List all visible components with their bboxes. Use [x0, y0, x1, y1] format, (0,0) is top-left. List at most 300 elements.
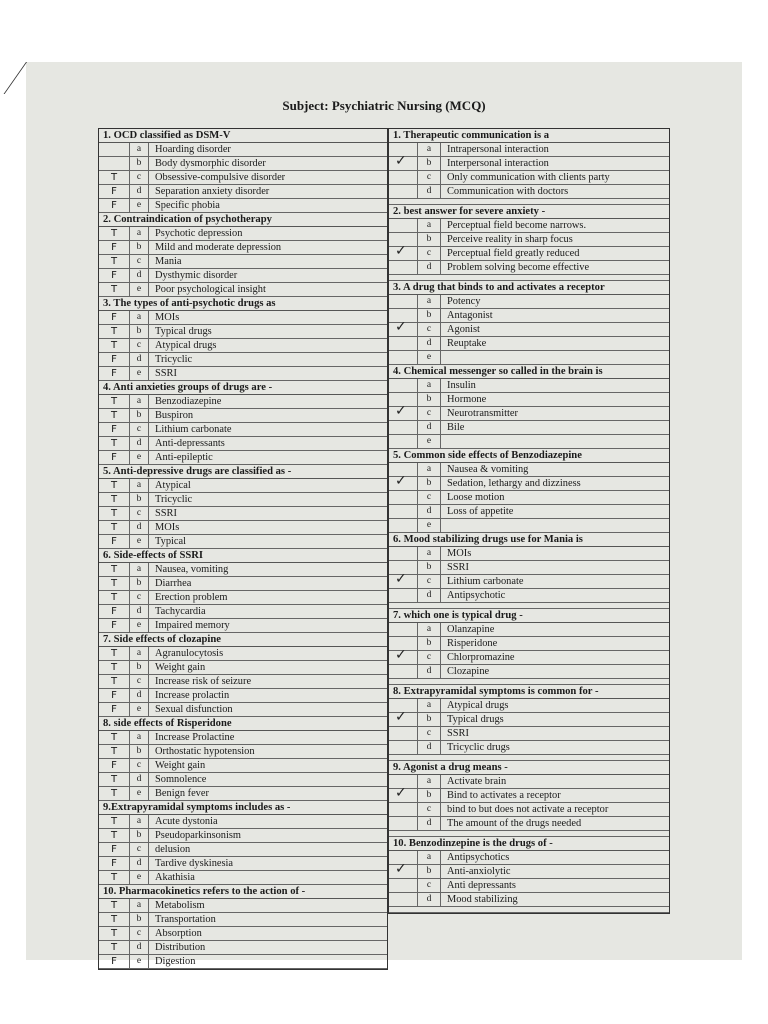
handwritten-mark-text: F: [111, 956, 117, 967]
option-text: Atypical drugs: [155, 340, 217, 351]
option-row: [99, 507, 387, 521]
option-letter: c: [418, 727, 441, 740]
option-letter: e: [130, 199, 149, 212]
option-row: [99, 367, 387, 381]
option-letter: a: [130, 479, 149, 492]
option-row: [99, 899, 387, 913]
question-heading: 4. Anti anxieties groups of drugs are -: [99, 381, 387, 395]
option-text: Diarrhea: [155, 578, 192, 589]
option-letter: a: [130, 899, 149, 912]
checkmark-icon: ✓: [395, 785, 407, 801]
question-heading: 1. Therapeutic communication is a: [389, 129, 669, 143]
option-row: [99, 661, 387, 675]
handwritten-mark-text: T: [110, 774, 118, 785]
option-letter: b: [130, 745, 149, 758]
option-row: [99, 143, 387, 157]
handwritten-mark-text: F: [111, 844, 117, 855]
answer-mark: [389, 803, 418, 816]
answer-mark: [389, 727, 418, 740]
option-row: [99, 913, 387, 927]
option-letter: e: [130, 283, 149, 296]
option-letter: a: [418, 219, 441, 232]
question-heading: 5. Common side effects of Benzodiazepine: [389, 449, 669, 463]
answer-mark: [389, 319, 418, 336]
option-letter: d: [130, 941, 149, 954]
option-text: Mania: [155, 256, 182, 267]
answer-mark: [389, 861, 418, 878]
handwritten-mark: [99, 451, 130, 464]
handwritten-mark: [99, 857, 130, 870]
option-letter: c: [130, 423, 149, 436]
option-row: [99, 451, 387, 465]
option-letter: a: [418, 379, 441, 392]
option-letter: d: [418, 185, 441, 198]
handwritten-mark: [99, 479, 130, 492]
option-text: Communication with doctors: [447, 186, 569, 197]
handwritten-mark: [99, 367, 130, 380]
handwritten-mark-text: T: [110, 900, 118, 911]
option-letter: d: [130, 185, 149, 198]
option-text: Antipsychotics: [447, 852, 510, 863]
option-row: [99, 269, 387, 283]
handwritten-mark-text: T: [110, 494, 118, 505]
option-text: Anti-anxiolytic: [447, 866, 511, 877]
option-text: Loss of appetite: [447, 506, 514, 517]
option-letter: d: [418, 741, 441, 754]
checkmark-icon: ✓: [395, 571, 407, 587]
question-heading: 2. Contraindication of psychotherapy: [99, 213, 387, 227]
handwritten-mark: [99, 325, 130, 338]
handwritten-mark: [99, 941, 130, 954]
option-row: [99, 927, 387, 941]
option-letter: d: [130, 689, 149, 702]
handwritten-mark: [99, 143, 130, 156]
option-row: [99, 787, 387, 801]
answer-mark: [389, 505, 418, 518]
handwritten-mark: [99, 647, 130, 660]
option-letter: d: [130, 353, 149, 366]
option-letter: b: [130, 577, 149, 590]
option-text: Lithium carbonate: [447, 576, 524, 587]
option-text: Typical drugs: [155, 326, 212, 337]
option-row: [99, 185, 387, 199]
option-row: [99, 479, 387, 493]
option-row: [389, 153, 669, 171]
question-heading: 8. Extrapyramidal symptoms is common for -: [389, 685, 669, 699]
option-row: [99, 647, 387, 661]
option-letter: e: [130, 955, 149, 968]
option-letter: e: [418, 351, 441, 364]
option-text: Bind to activates a receptor: [447, 790, 561, 801]
option-row: [389, 709, 669, 727]
left-question-column: [98, 128, 388, 970]
option-text: Anti depressants: [447, 880, 516, 891]
option-letter: c: [418, 407, 441, 420]
option-text: Psychotic depression: [155, 228, 243, 239]
option-row: [389, 775, 669, 789]
answer-mark: [389, 741, 418, 754]
option-text: Specific phobia: [155, 200, 220, 211]
option-letter: c: [130, 591, 149, 604]
option-row: [389, 561, 669, 575]
option-text: Sexual disfunction: [155, 704, 233, 715]
option-text: Metabolism: [155, 900, 205, 911]
option-row: [99, 199, 387, 213]
handwritten-mark-text: T: [110, 942, 118, 953]
option-letter: d: [418, 261, 441, 274]
option-letter: b: [130, 493, 149, 506]
option-text: MOIs: [155, 312, 180, 323]
option-text: Tachycardia: [155, 606, 206, 617]
option-letter: b: [418, 233, 441, 246]
option-row: [99, 843, 387, 857]
option-text: Impaired memory: [155, 620, 230, 631]
option-text: SSRI: [447, 562, 469, 573]
option-row: [99, 283, 387, 297]
option-letter: a: [418, 143, 441, 156]
option-letter: e: [130, 787, 149, 800]
option-row: [389, 171, 669, 185]
option-text: Olanzapine: [447, 624, 495, 635]
option-row: [389, 261, 669, 275]
option-letter: b: [418, 789, 441, 802]
option-letter: a: [418, 851, 441, 864]
option-text: Increase prolactin: [155, 690, 230, 701]
option-letter: d: [130, 605, 149, 618]
handwritten-mark: [99, 171, 130, 184]
answer-mark: [389, 243, 418, 260]
option-letter: a: [418, 775, 441, 788]
option-letter: e: [418, 435, 441, 448]
handwritten-mark: [99, 745, 130, 758]
option-row: [99, 773, 387, 787]
handwritten-mark: [99, 437, 130, 450]
handwritten-mark-text: F: [111, 242, 117, 253]
option-row: [389, 505, 669, 519]
spacer-row: [389, 907, 669, 913]
handwritten-mark-text: F: [111, 424, 117, 435]
question-heading: 6. Mood stabilizing drugs use for Mania is: [389, 533, 669, 547]
option-letter: d: [130, 773, 149, 786]
handwritten-mark: [99, 829, 130, 842]
handwritten-mark-text: T: [110, 564, 118, 575]
option-letter: a: [130, 227, 149, 240]
option-row: [99, 227, 387, 241]
handwritten-mark: [99, 199, 130, 212]
option-text: Weight gain: [155, 662, 206, 673]
option-letter: c: [130, 507, 149, 520]
option-row: [389, 403, 669, 421]
handwritten-mark-text: T: [110, 830, 118, 841]
checkmark-icon: ✓: [395, 319, 407, 335]
handwritten-mark-text: F: [111, 368, 117, 379]
option-row: [389, 817, 669, 831]
checkmark-icon: ✓: [395, 243, 407, 259]
option-text: Nausea & vomiting: [447, 464, 529, 475]
question-heading: 1. OCD classified as DSM-V: [99, 129, 387, 143]
option-row: [99, 255, 387, 269]
option-text: Antipsychotic: [447, 590, 506, 601]
option-letter: a: [130, 395, 149, 408]
answer-mark: [389, 473, 418, 490]
handwritten-mark-text: T: [110, 872, 118, 883]
answer-mark: [389, 571, 418, 588]
option-text: Pseudoparkinsonism: [155, 830, 242, 841]
handwritten-mark: [99, 535, 130, 548]
answer-mark: [389, 623, 418, 636]
option-row: [99, 689, 387, 703]
option-letter: c: [418, 491, 441, 504]
option-letter: e: [130, 535, 149, 548]
option-letter: e: [418, 519, 441, 532]
question-heading: 8. side effects of Risperidone: [99, 717, 387, 731]
option-text: SSRI: [155, 368, 177, 379]
option-letter: c: [130, 171, 149, 184]
option-letter: c: [418, 803, 441, 816]
option-letter: a: [130, 647, 149, 660]
answer-mark: [389, 421, 418, 434]
option-text: [441, 519, 669, 532]
option-text: The amount of the drugs needed: [447, 818, 582, 829]
option-text: Benign fever: [155, 788, 209, 799]
handwritten-mark-text: T: [110, 340, 118, 351]
option-row: [389, 893, 669, 907]
handwritten-mark: [99, 787, 130, 800]
handwritten-mark-text: T: [110, 256, 118, 267]
answer-mark: [389, 185, 418, 198]
answer-mark: [389, 519, 418, 532]
option-text: Buspiron: [155, 410, 194, 421]
handwritten-mark-text: F: [111, 312, 117, 323]
option-text: Hoarding disorder: [155, 144, 231, 155]
option-letter: b: [130, 829, 149, 842]
question-heading: 4. Chemical messenger so called in the brain is: [389, 365, 669, 379]
option-text: Orthostatic hypotension: [155, 746, 255, 757]
question-heading: 6. Side-effects of SSRI: [99, 549, 387, 563]
answer-mark: [389, 403, 418, 420]
option-letter: a: [418, 547, 441, 560]
option-text: Agonist: [447, 324, 480, 335]
option-row: [389, 143, 669, 157]
option-letter: d: [418, 665, 441, 678]
answer-mark: [389, 261, 418, 274]
handwritten-mark: [99, 493, 130, 506]
option-letter: a: [130, 563, 149, 576]
handwritten-mark-text: F: [111, 620, 117, 631]
option-row: [389, 851, 669, 865]
option-row: [389, 295, 669, 309]
option-letter: d: [418, 421, 441, 434]
option-text: Chlorpromazine: [447, 652, 515, 663]
answer-mark: [389, 879, 418, 892]
option-row: [389, 879, 669, 893]
option-letter: b: [130, 325, 149, 338]
option-row: [389, 699, 669, 713]
option-text: Problem solving become effective: [447, 262, 590, 273]
option-row: [99, 745, 387, 759]
option-text: Transportation: [155, 914, 216, 925]
option-letter: c: [130, 759, 149, 772]
handwritten-mark-text: T: [110, 578, 118, 589]
option-row: [389, 785, 669, 803]
option-row: [99, 325, 387, 339]
option-row: [99, 353, 387, 367]
option-row: [99, 619, 387, 633]
option-text: Risperidone: [447, 638, 498, 649]
option-letter: c: [418, 651, 441, 664]
option-text: Potency: [447, 296, 481, 307]
option-row: [99, 815, 387, 829]
handwritten-mark-text: F: [111, 760, 117, 771]
handwritten-mark-text: T: [110, 746, 118, 757]
handwritten-mark: [99, 339, 130, 352]
option-letter: b: [130, 241, 149, 254]
option-text: Dysthymic disorder: [155, 270, 238, 281]
option-letter: e: [130, 871, 149, 884]
handwritten-mark: [99, 675, 130, 688]
checkmark-icon: ✓: [395, 403, 407, 419]
option-text: Weight gain: [155, 760, 206, 771]
handwritten-mark: [99, 661, 130, 674]
handwritten-mark-text: F: [111, 858, 117, 869]
handwritten-mark-text: T: [110, 732, 118, 743]
option-row: [389, 435, 669, 449]
option-row: [389, 665, 669, 679]
option-letter: c: [130, 927, 149, 940]
answer-mark: [389, 351, 418, 364]
option-text: delusion: [155, 844, 191, 855]
option-row: [389, 219, 669, 233]
option-text: Obsessive-compulsive disorder: [155, 172, 286, 183]
option-text: Reuptake: [447, 338, 487, 349]
option-letter: d: [418, 337, 441, 350]
handwritten-mark: [99, 927, 130, 940]
option-text: Increase risk of seizure: [155, 676, 252, 687]
handwritten-mark: [99, 157, 130, 170]
handwritten-mark: [99, 689, 130, 702]
option-text: Mild and moderate depression: [155, 242, 282, 253]
option-text: Acute dystonia: [155, 816, 218, 827]
option-row: [389, 463, 669, 477]
option-text: Hormone: [447, 394, 487, 405]
answer-mark: [389, 491, 418, 504]
option-row: [389, 337, 669, 351]
option-text: Atypical drugs: [447, 700, 509, 711]
option-row: [99, 941, 387, 955]
option-row: [389, 491, 669, 505]
option-row: [99, 731, 387, 745]
checkmark-icon: ✓: [395, 473, 407, 489]
option-letter: d: [130, 857, 149, 870]
option-text: Perceive reality in sharp focus: [447, 234, 573, 245]
option-letter: b: [418, 561, 441, 574]
option-text: Intrapersonal interaction: [447, 144, 549, 155]
checkmark-icon: ✓: [395, 861, 407, 877]
handwritten-mark: [99, 269, 130, 282]
option-letter: c: [130, 843, 149, 856]
option-letter: b: [418, 713, 441, 726]
option-text: SSRI: [155, 508, 177, 519]
handwritten-mark: [99, 563, 130, 576]
option-text: [441, 351, 669, 364]
option-letter: a: [418, 623, 441, 636]
option-text: Erection problem: [155, 592, 228, 603]
option-text: Anti-depressants: [155, 438, 225, 449]
option-row: [389, 473, 669, 491]
handwritten-mark-text: T: [110, 326, 118, 337]
handwritten-mark-text: F: [111, 690, 117, 701]
handwritten-mark: [99, 731, 130, 744]
handwritten-mark: [99, 955, 130, 968]
handwritten-mark-text: T: [110, 788, 118, 799]
handwritten-mark: [99, 591, 130, 604]
handwritten-mark: [99, 619, 130, 632]
option-text: Loose motion: [447, 492, 505, 503]
answer-mark: [389, 295, 418, 308]
handwritten-mark: [99, 507, 130, 520]
option-text: SSRI: [447, 728, 469, 739]
option-text: Mood stabilizing: [447, 894, 518, 905]
option-letter: a: [418, 463, 441, 476]
option-letter: d: [130, 269, 149, 282]
handwritten-mark-text: T: [110, 662, 118, 673]
option-letter: c: [418, 323, 441, 336]
option-letter: b: [130, 157, 149, 170]
handwritten-mark: [99, 913, 130, 926]
handwritten-mark: [99, 395, 130, 408]
option-row: [99, 591, 387, 605]
option-text: Insulin: [447, 380, 476, 391]
checkmark-icon: ✓: [395, 709, 407, 725]
option-row: [99, 871, 387, 885]
option-row: [389, 393, 669, 407]
handwritten-mark-text: T: [110, 592, 118, 603]
option-letter: a: [130, 815, 149, 828]
handwritten-mark: [99, 843, 130, 856]
answer-mark: [389, 171, 418, 184]
option-row: [99, 829, 387, 843]
handwritten-mark: [99, 255, 130, 268]
checkmark-icon: ✓: [395, 647, 407, 663]
handwritten-mark-text: F: [111, 270, 117, 281]
option-row: [389, 803, 669, 817]
option-letter: b: [130, 661, 149, 674]
answer-mark: [389, 219, 418, 232]
handwritten-mark-text: F: [111, 704, 117, 715]
option-letter: a: [130, 311, 149, 324]
option-letter: b: [130, 409, 149, 422]
option-row: [99, 605, 387, 619]
question-heading: 7. which one is typical drug -: [389, 609, 669, 623]
option-row: [389, 319, 669, 337]
option-row: [99, 857, 387, 871]
handwritten-mark-text: F: [111, 200, 117, 211]
handwritten-mark-text: T: [110, 172, 118, 183]
answer-mark: [389, 709, 418, 726]
option-letter: a: [418, 699, 441, 712]
option-row: [389, 741, 669, 755]
option-text: Separation anxiety disorder: [155, 186, 270, 197]
handwritten-mark: [99, 409, 130, 422]
handwritten-mark: [99, 577, 130, 590]
option-row: [389, 589, 669, 603]
checkmark-icon: ✓: [395, 153, 407, 169]
option-text: Clozapine: [447, 666, 490, 677]
option-letter: e: [130, 451, 149, 464]
option-text: Activate brain: [447, 776, 507, 787]
option-text: Perceptual field become narrows.: [447, 220, 587, 231]
option-row: [389, 421, 669, 435]
